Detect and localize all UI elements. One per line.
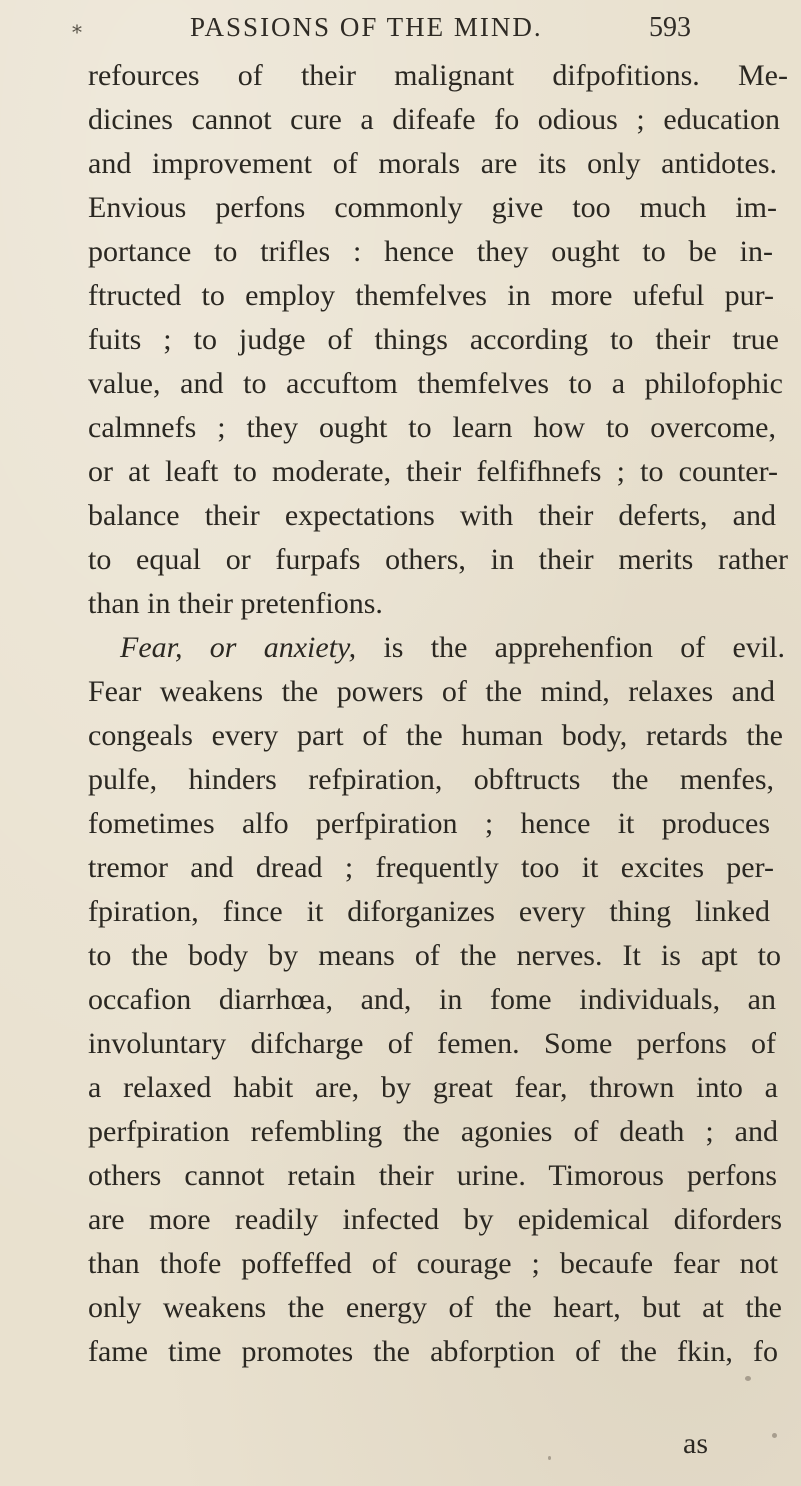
text-line-5: portance to trifles : hence they ought to be in- [88, 235, 773, 268]
text-line-1: refources of their malignant difpofitions. Me- [88, 59, 788, 92]
text-line-26: others cannot retain their urine. Timorous perfons [88, 1159, 777, 1192]
paragraph-2-lead-line [120, 626, 785, 670]
header-mark: * [72, 20, 82, 44]
text-line-16: congeals every part of the human body, retards the [88, 719, 783, 752]
text-line-22: occafion diarrhœa, and, in fome individuals, an [88, 983, 776, 1016]
running-head [0, 6, 801, 50]
text-line-15: Fear weakens the powers of the mind, relaxes and [88, 675, 775, 708]
text-line-17: pulfe, hinders refpiration, obftructs the menfes, [88, 763, 774, 796]
text-line-11: balance their expectations with their deferts, and [88, 499, 776, 532]
text-line-18: fometimes alfo perfpiration ; hence it produces [88, 807, 770, 840]
text-line-25: perfpiration refembling the agonies of death ; and [88, 1115, 778, 1148]
text-line-2: dicines cannot cure a difeafe fo odious ; education [88, 103, 780, 136]
text-line-23: involuntary difcharge of femen. Some perfons of [88, 1027, 776, 1060]
ink-speck [548, 1456, 551, 1460]
text-line-9: calmnefs ; they ought to learn how to overcome, [88, 411, 776, 444]
text-line-6: ftructed to employ themfelves in more ufeful pur- [88, 279, 774, 312]
definition-text: is the apprehenfion of evil. [356, 631, 785, 664]
ink-speck [745, 1376, 751, 1381]
italic-term: Fear, or anxiety, [120, 631, 357, 664]
text-line-8: value, and to accuftom themfelves to a philofophic [88, 367, 783, 400]
text-line-29: only weakens the energy of the heart, but at the [88, 1291, 782, 1324]
text-line-24: a relaxed habit are, by great fear, thrown into a [88, 1071, 778, 1104]
text-line-21: to the body by means of the nerves. It is apt to [88, 939, 781, 972]
text-line-7: fuits ; to judge of things according to their true [88, 323, 779, 356]
page-number: 593 [649, 12, 691, 43]
text-line-28: than thofe poffeffed of courage ; becaufe fear not [88, 1247, 778, 1280]
text-line-13: than in their pretenfions. [88, 587, 383, 620]
text-line-3: and improvement of morals are its only antidotes. [88, 147, 777, 180]
text-line-19: tremor and dread ; frequently too it excites per- [88, 851, 774, 884]
text-line-30: fame time promotes the abforption of the fkin, fo [88, 1335, 778, 1368]
running-title: PASSIONS OF THE MIND. [190, 12, 543, 42]
text-line-27: are more readily infected by epidemical diforders [88, 1203, 782, 1236]
catchword: as [683, 1427, 708, 1460]
ink-speck [772, 1433, 777, 1438]
text-line-4: Envious perfons commonly give too much im- [88, 191, 777, 224]
text-line-10: or at leaft to moderate, their felfifhnefs ; to counter- [88, 455, 778, 488]
text-line-12: to equal or furpafs others, in their merits rather [88, 543, 788, 576]
text-line-20: fpiration, fince it diforganizes every thing linked [88, 895, 770, 928]
